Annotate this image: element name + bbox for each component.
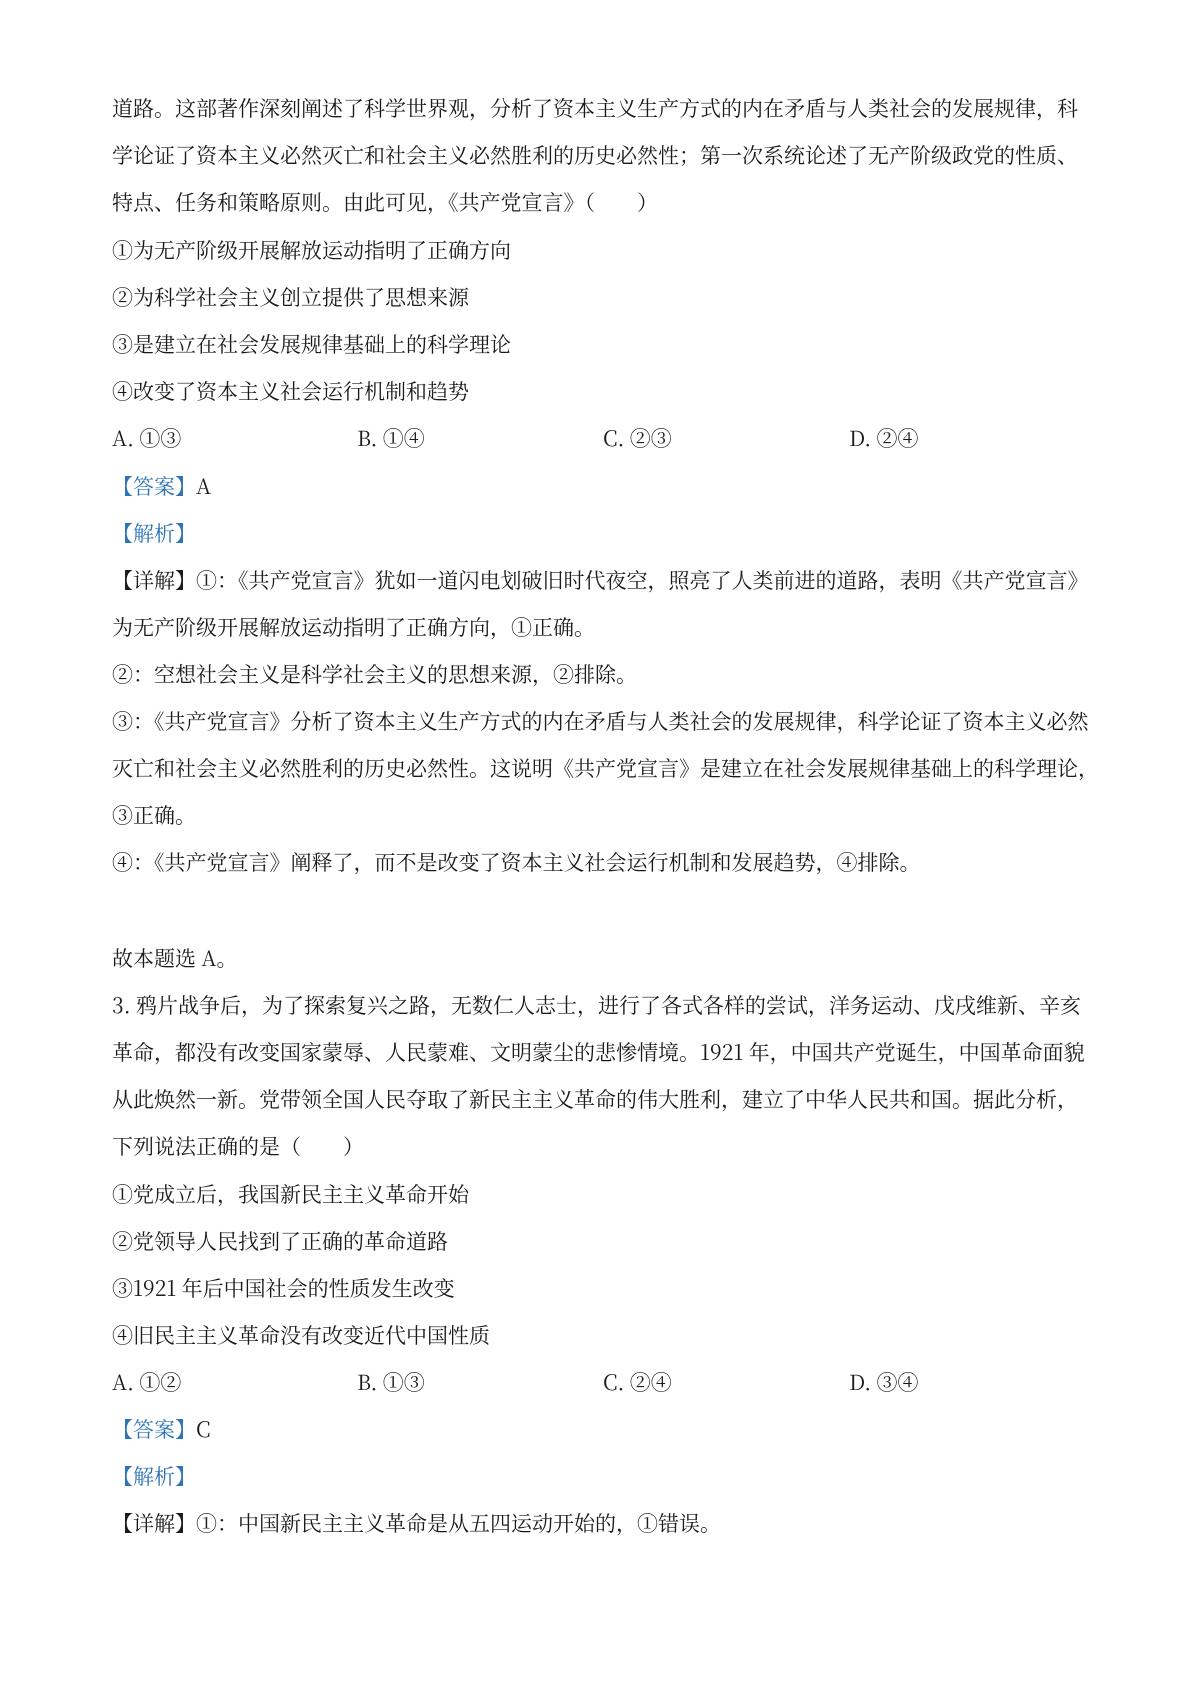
- q2-detail-line-7: ④：《共产党宣言》阐释了，而不是改变了资本主义社会运行机制和发展趋势，④排除。: [112, 847, 921, 877]
- q3-stem-line-1: 3. 鸦片战争后，为了探索复兴之路，无数仁人志士，进行了各式各样的尝试，洋务运动、戊戌维新、辛亥: [112, 990, 1081, 1020]
- q3-statement-3: ③1921 年后中国社会的性质发生改变: [112, 1273, 455, 1303]
- q2-option-a: A. ①③: [112, 423, 182, 453]
- q2-stem-line-2: 学论证了资本主义必然灭亡和社会主义必然胜利的历史必然性；第一次系统论述了无产阶级政党的性质、: [112, 140, 1078, 170]
- q3-stem-line-2: 革命，都没有改变国家蒙辱、人民蒙难、文明蒙尘的悲惨情境。1921 年，中国共产党诞生，中国革命面貌: [112, 1037, 1085, 1067]
- q3-answer: [112, 1414, 211, 1444]
- q3-option-b: B. ①③: [357, 1367, 425, 1397]
- q2-conclusion: 故本题选 A。: [112, 943, 238, 973]
- q2-statement-3: ③是建立在社会发展规律基础上的科学理论: [112, 329, 511, 359]
- q3-statement-1: ①党成立后，我国新民主主义革命开始: [112, 1179, 469, 1209]
- q2-detail-line-3: ②：空想社会主义是科学社会主义的思想来源，②排除。: [112, 659, 637, 689]
- q2-statement-2: ②为科学社会主义创立提供了思想来源: [112, 282, 469, 312]
- q2-stem-line-3: 特点、任务和策略原则。由此可见，《共产党宣言》（ ）: [112, 187, 658, 217]
- q2-detail-text-1: ①：《共产党宣言》犹如一道闪电划破旧时代夜空，照亮了人类前进的道路，表明《共产党宣言》: [196, 565, 1089, 595]
- q2-answer: [112, 471, 211, 501]
- q2-analysis-label: 【解析】: [112, 518, 196, 548]
- q3-stem-line-3: 从此焕然一新。党带领全国人民夺取了新民主主义革命的伟大胜利，建立了中华人民共和国。据此分析，: [112, 1084, 1078, 1114]
- q3-analysis-label: 【解析】: [112, 1461, 196, 1491]
- q2-answer-value: A: [196, 471, 212, 501]
- q3-option-d: D. ③④: [849, 1367, 919, 1397]
- q3-detail-text-1: ①：中国新民主主义革命是从五四运动开始的，①错误。: [196, 1508, 721, 1538]
- q2-option-b: B. ①④: [357, 423, 425, 453]
- q3-answer-value: C: [196, 1414, 211, 1444]
- q2-statement-4: ④改变了资本主义社会运行机制和趋势: [112, 376, 469, 406]
- q2-detail-line-6: ③正确。: [112, 800, 196, 830]
- q3-statement-2: ②党领导人民找到了正确的革命道路: [112, 1226, 448, 1256]
- q2-option-d: D. ②④: [849, 423, 919, 453]
- q3-detail-line-1: [112, 1508, 721, 1538]
- q2-detail-line-4: ③：《共产党宣言》分析了资本主义生产方式的内在矛盾与人类社会的发展规律，科学论证了资本主义必然: [112, 706, 1089, 736]
- q2-detail-label: 【详解】: [112, 565, 196, 595]
- q3-stem-line-4: 下列说法正确的是（ ）: [112, 1131, 364, 1161]
- q2-detail-line-5: 灭亡和社会主义必然胜利的历史必然性。这说明《共产党宣言》是建立在社会发展规律基础上的科学理论，: [112, 753, 1099, 783]
- q3-option-c: C. ②④: [603, 1367, 672, 1397]
- q2-stem-line-1: 道路。这部著作深刻阐述了科学世界观，分析了资本主义生产方式的内在矛盾与人类社会的发展规律，科: [112, 93, 1078, 123]
- q3-statement-4: ④旧民主主义革命没有改变近代中国性质: [112, 1320, 490, 1350]
- q3-answer-label: 【答案】: [112, 1414, 196, 1444]
- q2-detail-line-2: 为无产阶级开展解放运动指明了正确方向，①正确。: [112, 612, 595, 642]
- q2-option-c: C. ②③: [603, 423, 672, 453]
- q2-detail-line-1: [112, 565, 1089, 595]
- q2-statement-1: ①为无产阶级开展解放运动指明了正确方向: [112, 235, 511, 265]
- q3-detail-label: 【详解】: [112, 1508, 196, 1538]
- q3-option-a: A. ①②: [112, 1367, 182, 1397]
- q2-answer-label: 【答案】: [112, 471, 196, 501]
